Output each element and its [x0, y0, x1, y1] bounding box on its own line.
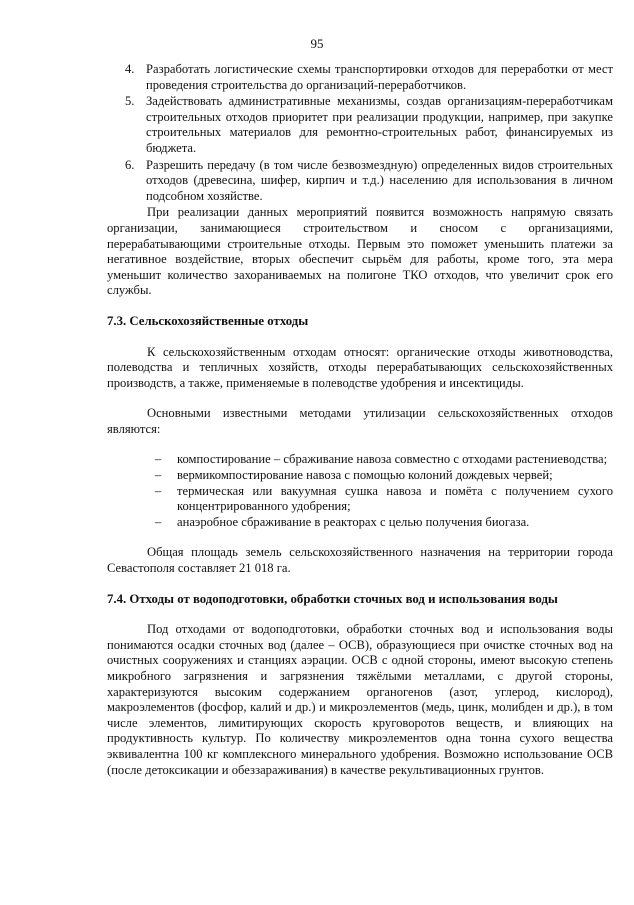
page-number: 95 — [310, 36, 324, 51]
list-item — [107, 62, 613, 93]
list-item-text: вермикомпостирование навоза с помощью колоний дождевых червей; — [177, 468, 553, 483]
paragraph-agri-land-area: Общая площадь земель сельскохозяйственного назначения на территории города Севастополя составляет 21 018 га. — [107, 545, 613, 576]
list-item — [107, 158, 613, 205]
list-item-text: компостирование – сбраживание навоза совместно с отходами растениеводства; — [177, 452, 608, 467]
list-item-text: термическая или вакуумная сушка навоза и помёта с получением сухого концентрированного удобрения; — [177, 483, 613, 514]
section-heading-7-3: 7.3. Сельскохозяйственные отходы — [107, 313, 309, 328]
list-item — [107, 484, 613, 515]
list-item-text: Разрешить передачу (в том числе безвозмездную) определенных видов строительных отходов (древесина, шифер, кирпич и т.д.) населению для использования в личном подсобном хозяйстве. — [146, 157, 613, 203]
list-item-text: Разработать логистические схемы транспортировки отходов для переработки от мест проведения строительства до организаций-переработчиков. — [146, 62, 613, 92]
dash-bullet: – — [155, 452, 162, 467]
list-item-text: Задействовать административные механизмы, создав организациям-переработчикам строительных отходов приоритет при реализации продукции, например, при закупке строительных материалов для ремонтно-строительных работ, финансируемых из бюджета. — [146, 94, 613, 155]
methods-list — [107, 452, 613, 530]
dash-bullet: – — [155, 483, 162, 498]
list-item — [107, 468, 613, 484]
paragraph-sewage-sludge: Под отходами от водоподготовки, обработки сточных вод и использования воды понимаются осадки сточных вод (далее – ОСВ), образующиеся при очистке сточных вод на очистных сооружениях и станциях аэрации. ОСВ с одной стороны, имеют высокую степень микробного загрязнения и загрязнения тяжёлыми металлами, с другой стороны, характеризуются высоким содержанием органогенов (азот, углерод, кислород), макроэлементов (фосфор, калий и др.) и микроэлементов (медь, цинк, молибден и др.), в том числе элементов, лимитирующих скорость круговоротов веществ, и влияющих на продуктивность культур. По количеству микроэлементов одна тонна сухого вещества эквивалентна 100 кг комплексного минерального удобрения. Возможно использование ОСВ (после детоксикации и обеззараживания) в качестве рекультивационных грунтов. — [107, 622, 613, 777]
paragraph-agri-definition: К сельскохозяйственным отходам относят: органические отходы животноводства, полеводства и тепличных хозяйств, отходы перерабатывающих сельскохозяйственных производств, а также, применяемые в полеводстве удобрения и инсектициды. — [107, 344, 613, 390]
dash-bullet: – — [155, 514, 162, 529]
list-item — [107, 452, 613, 468]
paragraph-measures-outcome: При реализации данных мероприятий появится возможность напрямую связать организации, занимающиеся строительством и сносом с организациями, перерабатывающими строительные отходы. Первым это поможет уменьшить платежи за негативное воздействие, вторых обеспечит сырьём для работы, кроме того, эта мера уменьшит количество захораниваемых на полигоне ТКО отходов, что увеличит срок его службы. — [107, 205, 613, 298]
dash-bullet: – — [155, 468, 162, 483]
list-item-number: 5. — [125, 94, 135, 109]
list-item — [107, 94, 613, 156]
paragraph-agri-methods-intro: Основными известными методами утилизации сельскохозяйственных отходов являются: — [107, 406, 613, 436]
list-item-text: анаэробное сбраживание в реакторах с целью получения биогаза. — [177, 514, 530, 529]
list-item — [107, 515, 613, 531]
section-heading-7-4: 7.4. Отходы от водоподготовки, обработки сточных вод и использования воды — [107, 591, 558, 606]
numbered-list — [107, 62, 613, 204]
page-content — [107, 62, 613, 778]
list-item-number: 4. — [125, 62, 135, 76]
list-item-number: 6. — [125, 157, 135, 172]
